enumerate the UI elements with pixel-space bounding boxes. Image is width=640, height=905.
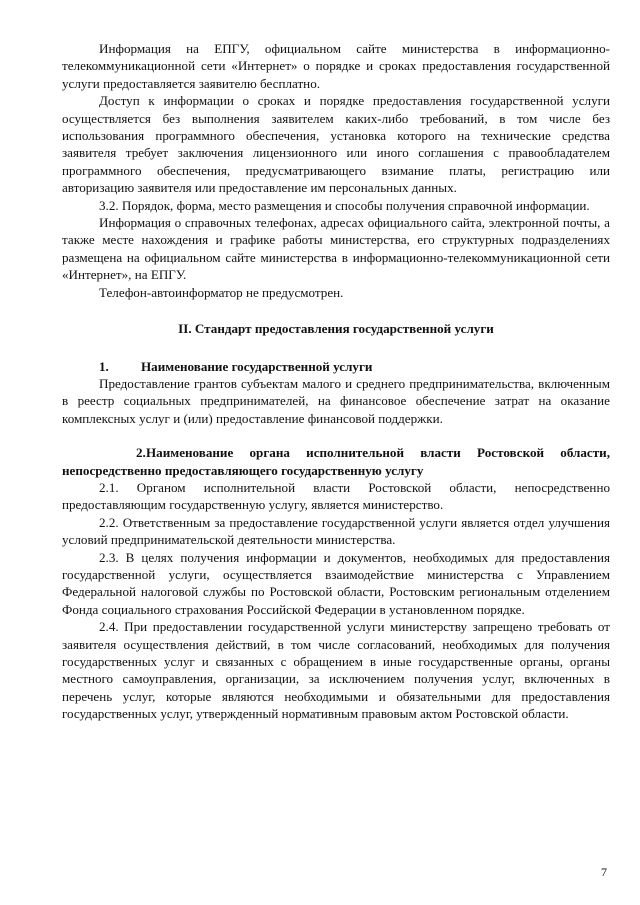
subsection-2-heading: [62, 444, 610, 479]
paragraph-autoinformer: Телефон-автоинформатор не предусмотрен.: [99, 284, 344, 300]
section-title: II. Стандарт предоставления государственной услуги: [178, 321, 494, 337]
paragraph-epgu-info: Информация на ЕПГУ, официальном сайте министерства в информационно-телекоммуникационной сети «Интернет» о порядке и сроках предоставления государственной услуги предоставляется заявителю бесплатно.: [62, 41, 610, 91]
paragraph-2-3: 2.3. В целях получения информации и документов, необходимых для предоставления государственной услуги, осуществляется взаимодействие министерства с Управлением Федеральной налоговой службы по Ростовской области, Ростовским региональным отделением Фонда социального страхования Российской Федерации в установленном порядке.: [62, 549, 610, 617]
document-page: [62, 40, 610, 723]
paragraph-2-2: 2.2. Ответственным за предоставление государственной услуги является отдел улучшения условий предпринимательской деятельности министерства.: [62, 514, 610, 548]
subsection-2-number: 2.: [136, 445, 146, 461]
paragraph-2-4: 2.4. При предоставлении государственной услуги министерству запрещено требовать от заявителя осуществления действий, в том числе согласований, необходимых для получения государственных услуг и связанных с обращением в иные государственные органы, органы местного самоуправления, организации, за исключением получения услуг, включенных в перечень услуг, которые являются необходимыми и обязательными для предоставления государственных услуг, утвержденный нормативным правовым актом Ростовской области.: [62, 619, 610, 722]
subsection-1-heading: [62, 358, 610, 375]
paragraph-reference-info: Информация о справочных телефонах, адресах официального сайта, электронной почты, а также месте нахождения и графике работы министерства, его структурных подразделениях размещена на официальном сайте министерства в информационно-телекоммуникационной сети «Интернет», на ЕПГУ.: [62, 215, 610, 283]
subsection-1-number: 1.: [99, 358, 109, 374]
paragraph-access-info: Доступ к информации о сроках и порядке предоставления государственной услуги осуществляется без выполнения заявителем каких-либо требований, в том числе без использования программного обеспечения, установка которого на технические средства заявителя требует заключения лицензионного или иного соглашения с правообладателем программного обеспечения, предусматривающего взимание платы, регистрацию или авторизацию заявителя или предоставление им персональных данных.: [62, 93, 610, 196]
paragraph-2-1: 2.1. Органом исполнительной власти Ростовской области, непосредственно предоставляющим государственную услугу, является министерство.: [62, 479, 610, 513]
spacer: [62, 427, 610, 444]
subsection-1-title: Наименование государственной услуги: [141, 358, 373, 374]
page-number: 7: [601, 865, 607, 879]
paragraph-3-2: 3.2. Порядок, форма, место размещения и способы получения справочной информации.: [99, 197, 590, 213]
subsection-1-paragraph: Предоставление грантов субъектам малого и среднего предпринимательства, включенным в реестр социальных предпринимателей, на финансовое обеспечение затрат на оказание комплексных услуг и (или) предоставление финансовой поддержки.: [62, 375, 610, 426]
subsection-2-title: Наименование органа исполнительной власти Ростовской области, непосредственно предоставляющего государственную услугу: [62, 445, 610, 478]
